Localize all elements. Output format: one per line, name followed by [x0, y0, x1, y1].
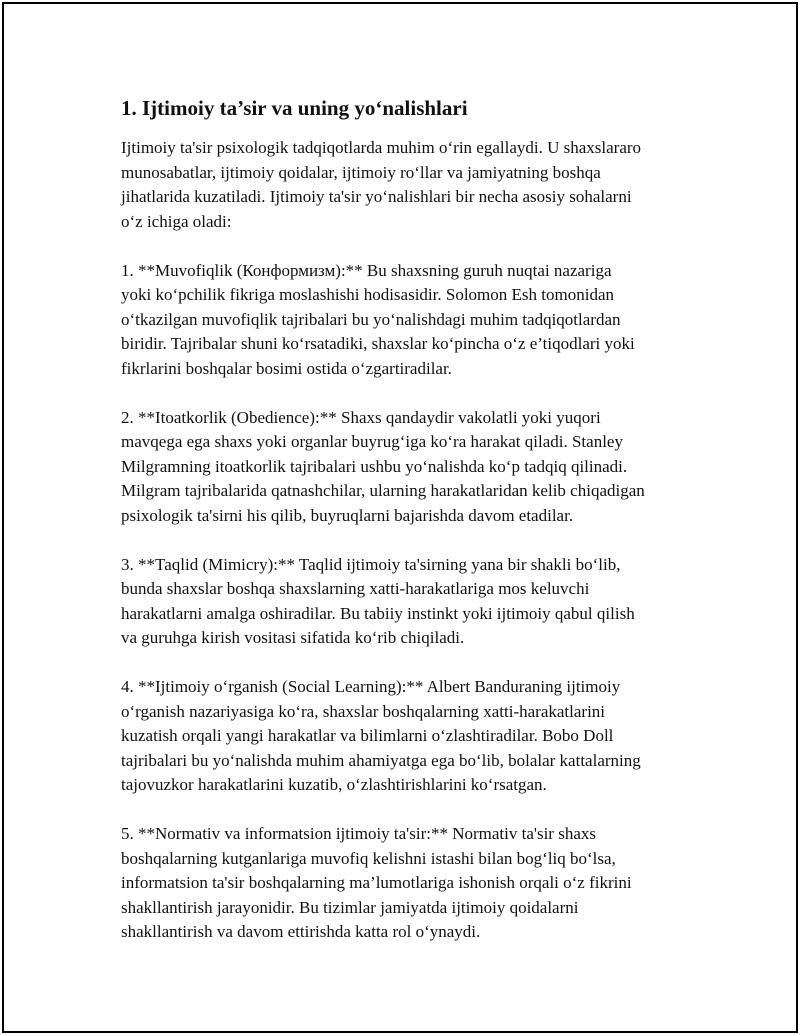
document-body	[121, 94, 701, 969]
intro-paragraph: Ijtimoiy ta'sir psixologik tadqiqotlarda muhim o‘rin egallaydi. U shaxslararo munosabatlar, ijtimoiy qoidalar, ijtimoiy ro‘llar va jamiyatning boshqa jihatlarida kuzatiladi. Ijtimoiy ta'sir yo‘nalishlari bir necha asosiy sohalarni o‘z ichiga oladi:	[121, 138, 642, 231]
document-page	[2, 2, 798, 1033]
section-title: 1. Ijtimoiy ta’sir va uning yo‘nalishlari	[121, 96, 468, 120]
paragraph-normative-informational: 5. **Normativ va informatsion ijtimoiy ta'sir:** Normativ ta'sir shaxs boshqalarning kutganlariga muvofiq kelishni istashi bilan bog‘liq bo‘lsa, informatsion ta'sir boshqalarning ma’lumotlariga ishonish orqali o‘z fikrini shakllantirish jarayonidir. Bu tizimlar jamiyatda ijtimoiy qoidalarni shakllantirish va davom ettirishda katta rol o‘ynaydi.	[121, 824, 632, 941]
paragraph-mimicry: 3. **Taqlid (Mimicry):** Taqlid ijtimoiy ta'sirning yana bir shakli bo‘lib, bunda shaxslar boshqa shaxslarning xatti-harakatlariga mos keluvchi harakatlarni amalga oshiradilar. Bu tabiiy instinkt yoki ijtimoiy qabul qilish va guruhga kirish vositasi sifatida ko‘rib chiqiladi.	[121, 554, 635, 647]
paragraph-conformity: 1. **Muvofiqlik (Конформизм):** Bu shaxsning guruh nuqtai nazariga yoki ko‘pchilik fikriga moslashishi hodisasidir. Solomon Esh tomonidan o‘tkazilgan muvofiqlik tajribalari bu yo‘nalishdagi muhim tadqiqotlardan biridir. Tajribalar shuni ko‘rsatadiki, shaxslar ko‘pincha o‘z e’tiqodlari yoki fikrlarini boshqalar bosimi ostida o‘zgartiradilar.	[121, 260, 635, 378]
paragraph-social-learning: 4. **Ijtimoiy o‘rganish (Social Learning):** Albert Banduraning ijtimoiy o‘rganish nazariyasiga ko‘ra, shaxslar boshqalarning xatti-harakatlarini kuzatish orqali yangi harakatlar va bilimlarni o‘zlashtiradilar. Bobo Doll tajribalari bu yo‘nalishda muhim ahamiyatga ega bo‘lib, bolalar kattalarning tajovuzkor harakatlarini kuzatib, o‘zlashtirishlarini ko‘rsatgan.	[121, 677, 641, 794]
paragraph-obedience: 2. **Itoatkorlik (Obedience):** Shaxs qandaydir vakolatli yoki yuqori mavqega ega shaxs yoki organlar buyrug‘iga ko‘ra harakat qiladi. Stanley Milgramning itoatkorlik tajribalari ushbu yo‘nalishda ko‘p tadqiq qilinadi. Milgram tajribalarida qatnashchilar, ularning harakatlaridan kelib chiqadigan psixologik ta'sirni his qilib, buyruqlarni bajarishda davom etadilar.	[121, 407, 645, 525]
